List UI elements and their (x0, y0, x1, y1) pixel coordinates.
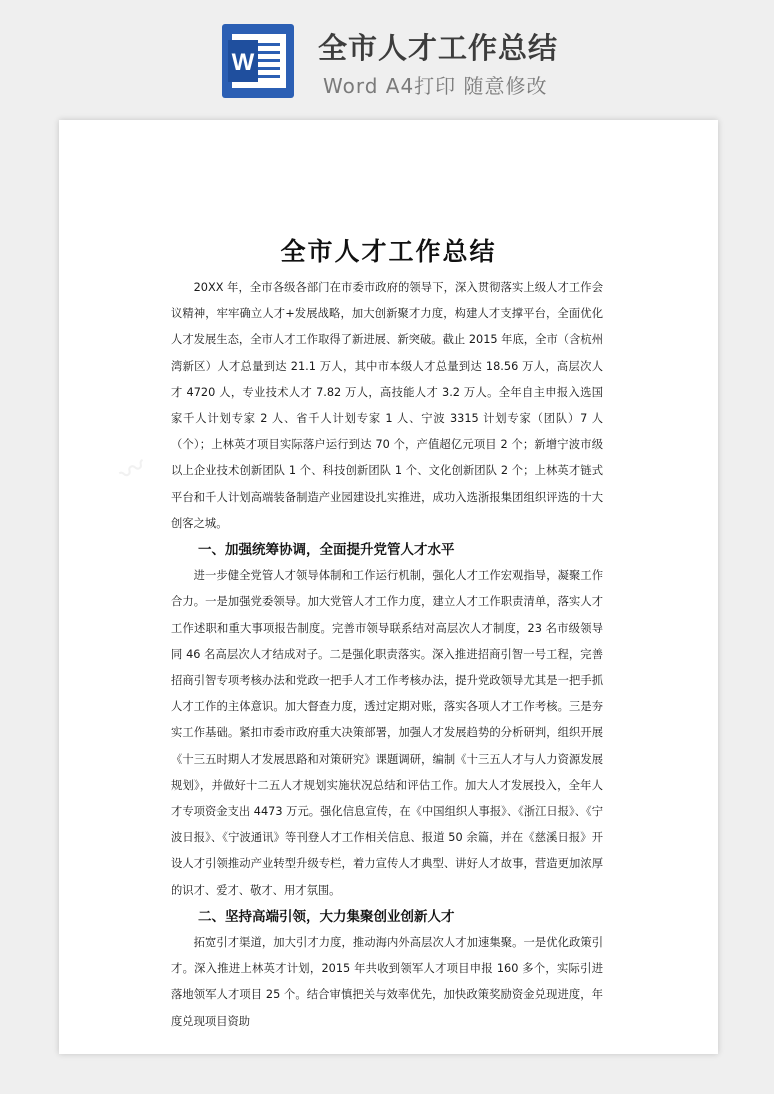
page-header (0, 0, 774, 118)
document-title: 全市人才工作总结 (280, 237, 497, 266)
paragraph: 拓宽引才渠道，加大引才力度，推动海内外高层次人才加速集聚。一是优化政策引才。深入推进上林英才计划，2015 年共收到领军人才项目申报 160 多个，实际引进落地领军人才项目 25 个。结合审慎把关与效率优先，加快政策奖励资金兑现进度，年度兑现项目资助 (171, 936, 603, 1028)
document-page (59, 120, 718, 1054)
word-document-icon (222, 24, 294, 98)
document-body (171, 275, 603, 1035)
watermark: 〰 (114, 451, 153, 491)
paragraph: 进一步健全党管人才领导体制和工作运行机制，强化人才工作宏观指导，凝聚工作合力。一是加强党委领导。加大党管人才工作力度，建立人才工作职责清单，落实人才工作述职和重大事项报告制度。完善市领导联系结对高层次人才制度，23 名市级领导同 46 名高层次人才结成对子。二是强化职责落实。深入推进招商引智一号工程，完善招商引智专项考核办法和党政一把手人才工作考核办法，提升党政领导尤其是一把手抓人才工作的主体意识。加大督查力度，透过定期对账，落实各项人才工作考核。三是夯实工作基础。紧扣市委市政府重大决策部署，加强人才发展趋势的分析研判，组织开展《十三五时期人才发展思路和对策研究》课题调研，编制《十三五人才与人力资源发展规划》，并做好十二五人才规划实施状况总结和评估工作。加大人才发展投入，全年人才专项资金支出 4473 万元。强化信息宣传，在《中国组织人事报》、《浙江日报》、《宁波日报》、《宁波通讯》等刊登人才工作相关信息、报道 50 余篇，并在《慈溪日报》开设人才引领推动产业转型升级专栏，着力宣传人才典型、讲好人才故事，营造更加浓厚的识才、爱才、敬才、用才氛围。 (171, 569, 603, 897)
header-title: 全市人才工作总结 (318, 31, 559, 65)
section-heading: 一、加强统筹协调，全面提升党管人才水平 (198, 542, 455, 559)
paragraph: 20XX 年，全市各级各部门在市委市政府的领导下，深入贯彻落实上级人才工作会议精神，牢牢确立人才+发展战略，加大创新聚才力度，构建人才支撑平台，全面优化人才发展生态，全市人才工作取得了新进展、新突破。截止 2015 年底，全市（含杭州湾新区）人才总量到达 21.1 万人，其中市本级人才总量到达 18.56 万人，高层次人才 4720 人，专业技术人才 7.82 万人，高技能人才 3.2 万人。全年自主申报入选国家千人计划专家 2 人、省千人计划专家 1 人、宁波 3315 计划专家（团队）7 人（个）；上林英才项目实际落户运行到达 70 个，产值超亿元项目 2 个；新增宁波市级以上企业技术创新团队 1 个、科技创新团队 1 个、文化创新团队 2 个；上林英才链式平台和千人计划高端装备制造产业园建设扎实推进，成功入选浙报集团组织评选的十大创客之城。 (171, 281, 603, 530)
header-subtitle: Word A4打印 随意修改 (323, 74, 548, 98)
section-heading: 二、坚持高端引领，大力集聚创业创新人才 (198, 908, 455, 925)
word-icon-letter: W (231, 49, 255, 76)
